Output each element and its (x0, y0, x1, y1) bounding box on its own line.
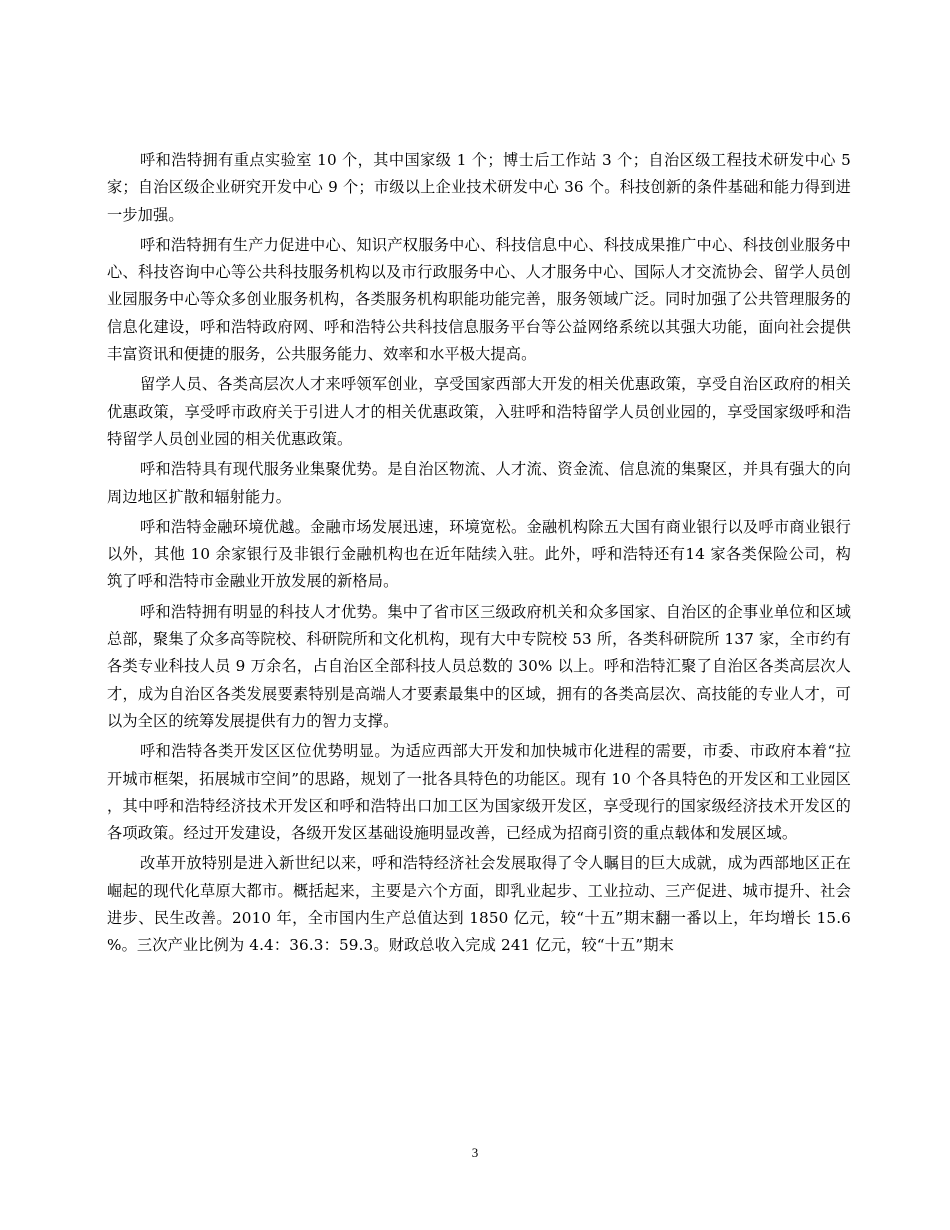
paragraph-science-talent: 呼和浩特拥有明显的科技人才优势。集中了省市区三级政府机关和众多国家、自治区的企事业单位和区域总部，聚集了众多高等院校、科研院所和文化机构，现有大中专院校 53 所，各类科研院所 137 家，全市约有各类专业科技人员 9 万余名，占自治区全部科技人员总数的 30% 以上。呼和浩特汇聚了自治区各类高层次人才，成为自治区各类发展要素特别是高端人才要素最集中的区域，拥有的各类高层次、高技能的专业人才，可以为全区的统筹发展提供有力的智力支撑。 (107, 602, 851, 730)
document-body (107, 147, 851, 963)
paragraph-service-agencies: 呼和浩特拥有生产力促进中心、知识产权服务中心、科技信息中心、科技成果推广中心、科技创业服务中心、科技咨询中心等公共科技服务机构以及市行政服务中心、人才服务中心、国际人才交流协会、留学人员创业园服务中心等众多创业服务机构，各类服务机构职能功能完善，服务领域广泛。同时加强了公共管理服务的信息化建设，呼和浩特政府网、呼和浩特公共科技信息服务平台等公益网络系统以其强大功能，面向社会提供丰富资讯和便捷的服务，公共服务能力、效率和水平极大提高。 (107, 235, 851, 364)
paragraph-talent-policies: 留学人员、各类高层次人才来呼领军创业，享受国家西部大开发的相关优惠政策，享受自治区政府的相关优惠政策，享受呼市政府关于引进人才的相关优惠政策，入驻呼和浩特留学人员创业园的，享受国家级呼和浩特留学人员创业园的相关优惠政策。 (107, 375, 851, 448)
paragraph-key-labs: 呼和浩特拥有重点实验室 10 个，其中国家级 1 个；博士后工作站 3 个；自治区级工程技术研发中心 5 家；自治区级企业研究开发中心 9 个；市级以上企业技术研发中心 36 个。科技创新的条件基础和能力得到进一步加强。 (107, 151, 851, 224)
paragraph-modern-services: 呼和浩特具有现代服务业集聚优势。是自治区物流、人才流、资金流、信息流的集聚区，并具有强大的向周边地区扩散和辐射能力。 (107, 460, 851, 506)
page-number: 3 (471, 1145, 479, 1160)
paragraph-development-zones: 呼和浩特各类开发区区位优势明显。为适应西部大开发和加快城市化进程的需要，市委、市政府本着“拉开城市框架，拓展城市空间”的思路，规划了一批各具特色的功能区。现有 10 个各具特色的开发区和工业园区，其中呼和浩特经济技术开发区和呼和浩特出口加工区为国家级开发区，享受现行的国家级经济技术开发区的各项政策。经过开发建设，各级开发区基础设施明显改善，已经成为招商引资的重点载体和发展区域。 (107, 742, 851, 843)
paragraph-finance: 呼和浩特金融环境优越。金融市场发展迅速，环境宽松。金融机构除五大国有商业银行以及呼市商业银行以外，其他 10 余家银行及非银行金融机构也在近年陆续入驻。此外，呼和浩特还有14 家各类保险公司，构筑了呼和浩特市金融业开放发展的新格局。 (107, 517, 851, 591)
paragraph-economic-achievements: 改革开放特别是进入新世纪以来，呼和浩特经济社会发展取得了令人瞩目的巨大成就，成为西部地区正在崛起的现代化草原大都市。概括起来，主要是六个方面，即乳业起步、工业拉动、三产促进、城市提升、社会进步、民生改善。2010 年，全市国内生产总值达到 1850 亿元，较“十五”期末翻一番以上，年均增长 15.6%。三次产业比例为 4.4：36.3：59.3。财政总收入完成 241 亿元，较“十五”期末 (107, 854, 851, 955)
